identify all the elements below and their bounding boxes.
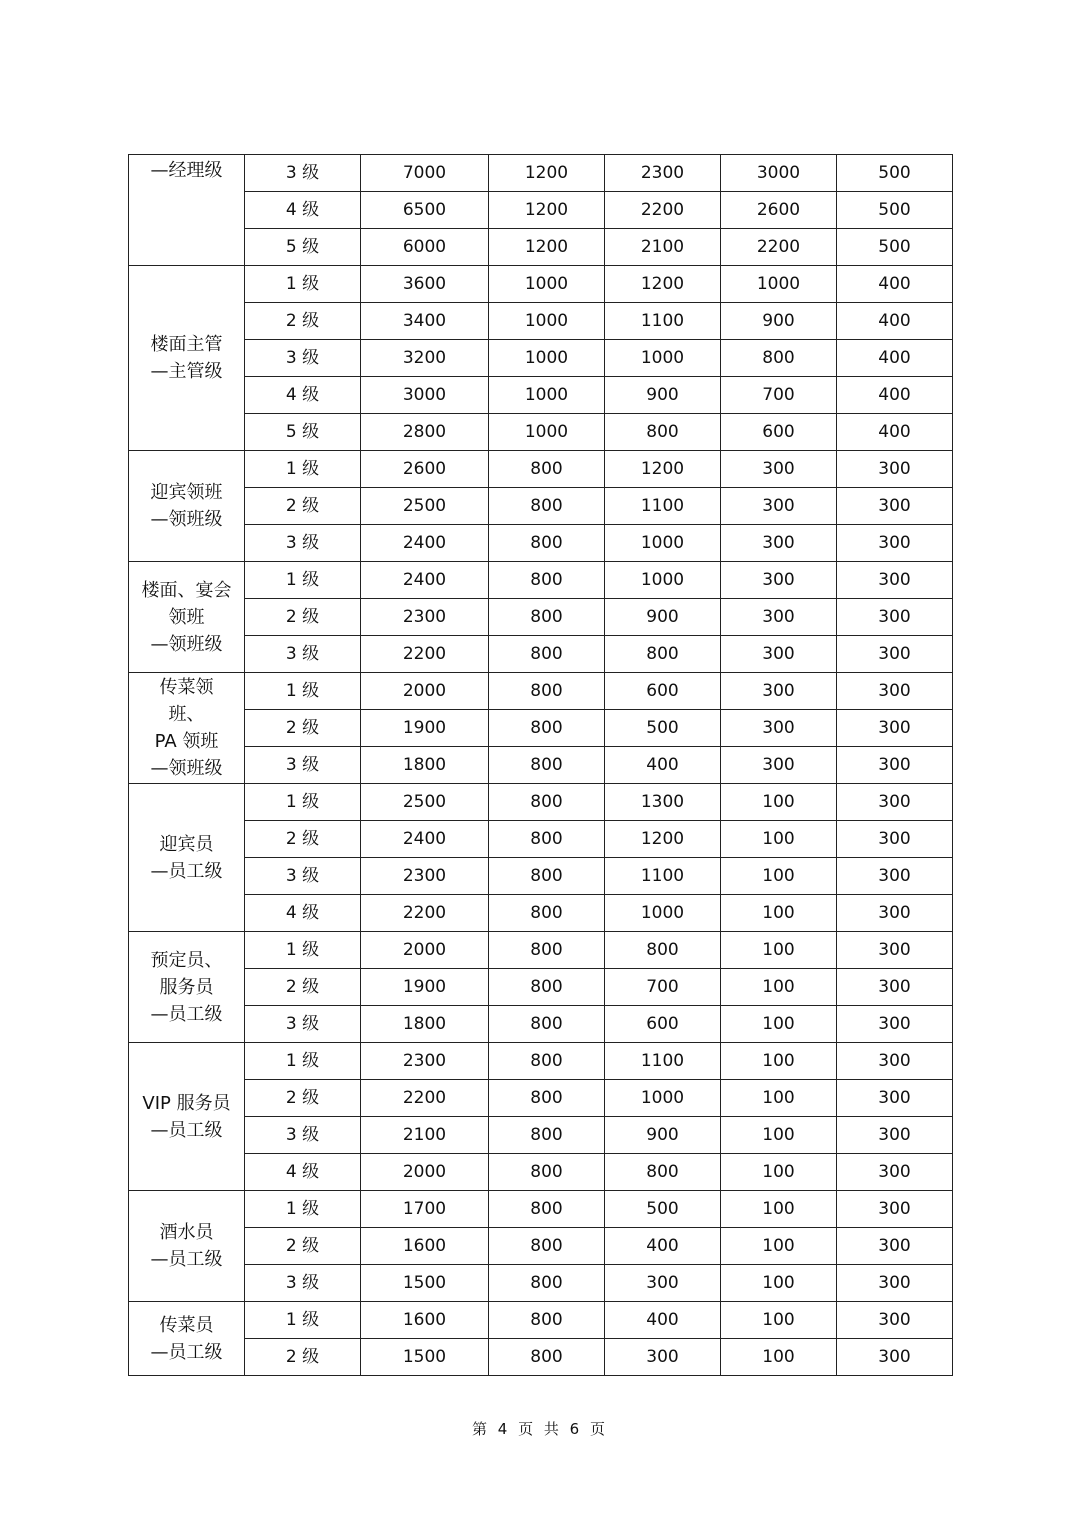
table-row xyxy=(129,1006,953,1043)
value-cell: 2800 xyxy=(361,414,489,451)
page-footer: 第 4 页 共 6 页 xyxy=(472,1420,608,1438)
value-cell: 1000 xyxy=(605,1080,721,1117)
value-cell: 1600 xyxy=(361,1302,489,1339)
value-cell: 2600 xyxy=(361,451,489,488)
value-cell: 1900 xyxy=(361,969,489,1006)
value-cell: 2300 xyxy=(361,599,489,636)
value-cell: 100 xyxy=(721,1006,837,1043)
value-cell: 100 xyxy=(721,1228,837,1265)
value-cell: 1300 xyxy=(605,784,721,821)
position-cell xyxy=(129,266,245,451)
position-name-line: 迎宾员 xyxy=(159,833,214,855)
value-cell: 300 xyxy=(837,488,953,525)
position-cell xyxy=(129,932,245,1043)
value-cell: 300 xyxy=(837,932,953,969)
value-cell: 400 xyxy=(837,266,953,303)
value-cell: 800 xyxy=(489,1228,605,1265)
value-cell: 800 xyxy=(489,747,605,784)
grade-cell: 3 级 xyxy=(245,155,361,192)
value-cell: 800 xyxy=(605,932,721,969)
grade-cell: 1 级 xyxy=(245,1191,361,1228)
position-cell xyxy=(129,451,245,562)
grade-cell: 2 级 xyxy=(245,1228,361,1265)
value-cell: 700 xyxy=(605,969,721,1006)
value-cell: 800 xyxy=(489,1191,605,1228)
value-cell: 800 xyxy=(489,1154,605,1191)
value-cell: 100 xyxy=(721,1339,837,1376)
value-cell: 800 xyxy=(605,636,721,673)
value-cell: 900 xyxy=(605,1117,721,1154)
value-cell: 800 xyxy=(489,1006,605,1043)
position-cell xyxy=(129,155,245,266)
position-name-line: 传菜员 xyxy=(159,1314,214,1336)
value-cell: 800 xyxy=(489,1043,605,1080)
value-cell: 800 xyxy=(721,340,837,377)
position-cell xyxy=(129,562,245,673)
value-cell: 1200 xyxy=(489,229,605,266)
table-row xyxy=(129,821,953,858)
value-cell: 800 xyxy=(605,414,721,451)
grade-cell: 1 级 xyxy=(245,1043,361,1080)
value-cell: 600 xyxy=(605,673,721,710)
value-cell: 100 xyxy=(721,1043,837,1080)
position-name-line: —员工级 xyxy=(150,1341,223,1363)
value-cell: 300 xyxy=(721,525,837,562)
value-cell: 600 xyxy=(721,414,837,451)
value-cell: 300 xyxy=(837,1339,953,1376)
value-cell: 1200 xyxy=(489,192,605,229)
table-row xyxy=(129,1154,953,1191)
grade-cell: 4 级 xyxy=(245,377,361,414)
position-name-line: 酒水员 xyxy=(159,1222,214,1243)
table-row xyxy=(129,747,953,784)
value-cell: 2500 xyxy=(361,784,489,821)
value-cell: 1100 xyxy=(605,858,721,895)
value-cell: 300 xyxy=(837,599,953,636)
position-cell xyxy=(129,1302,245,1376)
value-cell: 300 xyxy=(605,1265,721,1302)
value-cell: 400 xyxy=(605,747,721,784)
value-cell: 400 xyxy=(837,414,953,451)
value-cell: 400 xyxy=(837,340,953,377)
value-cell: 500 xyxy=(605,710,721,747)
value-cell: 300 xyxy=(721,673,837,710)
value-cell: 300 xyxy=(837,1265,953,1302)
table-row xyxy=(129,562,953,599)
value-cell: 400 xyxy=(837,377,953,414)
value-cell: 300 xyxy=(837,1117,953,1154)
grade-cell: 1 级 xyxy=(245,1302,361,1339)
table-row xyxy=(129,451,953,488)
value-cell: 500 xyxy=(837,192,953,229)
value-cell: 600 xyxy=(605,1006,721,1043)
table-row xyxy=(129,599,953,636)
value-cell: 900 xyxy=(605,377,721,414)
value-cell: 300 xyxy=(837,1302,953,1339)
value-cell: 400 xyxy=(605,1302,721,1339)
position-name-line: 领班 xyxy=(168,606,205,628)
value-cell: 800 xyxy=(489,636,605,673)
value-cell: 500 xyxy=(837,229,953,266)
value-cell: 1900 xyxy=(361,710,489,747)
value-cell: 2400 xyxy=(361,821,489,858)
table-body xyxy=(129,155,953,1376)
table-row xyxy=(129,303,953,340)
value-cell: 800 xyxy=(489,488,605,525)
value-cell: 1000 xyxy=(489,377,605,414)
value-cell: 800 xyxy=(489,1117,605,1154)
value-cell: 2300 xyxy=(605,155,721,192)
value-cell: 100 xyxy=(721,1191,837,1228)
position-name-line: —员工级 xyxy=(150,1249,223,1270)
table-row xyxy=(129,1302,953,1339)
position-name-line: —领班级 xyxy=(150,509,223,530)
grade-cell: 4 级 xyxy=(245,895,361,932)
value-cell: 3200 xyxy=(361,340,489,377)
position-name-line: 班、 xyxy=(168,704,205,725)
table-row xyxy=(129,377,953,414)
value-cell: 1000 xyxy=(489,340,605,377)
value-cell: 300 xyxy=(721,451,837,488)
value-cell: 800 xyxy=(489,710,605,747)
value-cell: 1200 xyxy=(605,266,721,303)
value-cell: 100 xyxy=(721,858,837,895)
value-cell: 100 xyxy=(721,821,837,858)
value-cell: 800 xyxy=(489,969,605,1006)
value-cell: 500 xyxy=(605,1191,721,1228)
value-cell: 1000 xyxy=(605,525,721,562)
grade-cell: 3 级 xyxy=(245,1006,361,1043)
value-cell: 300 xyxy=(837,636,953,673)
grade-cell: 1 级 xyxy=(245,451,361,488)
value-cell: 300 xyxy=(837,821,953,858)
value-cell: 3400 xyxy=(361,303,489,340)
value-cell: 100 xyxy=(721,1080,837,1117)
value-cell: 1000 xyxy=(605,895,721,932)
grade-cell: 5 级 xyxy=(245,414,361,451)
value-cell: 2500 xyxy=(361,488,489,525)
value-cell: 300 xyxy=(837,525,953,562)
grade-cell: 2 级 xyxy=(245,488,361,525)
value-cell: 1200 xyxy=(605,821,721,858)
value-cell: 1700 xyxy=(361,1191,489,1228)
value-cell: 300 xyxy=(837,451,953,488)
table-row xyxy=(129,340,953,377)
table-row xyxy=(129,858,953,895)
value-cell: 2400 xyxy=(361,525,489,562)
table-row xyxy=(129,1265,953,1302)
value-cell: 2100 xyxy=(361,1117,489,1154)
value-cell: 100 xyxy=(721,969,837,1006)
value-cell: 800 xyxy=(489,858,605,895)
value-cell: 1000 xyxy=(489,414,605,451)
value-cell: 300 xyxy=(837,784,953,821)
table-row xyxy=(129,1117,953,1154)
value-cell: 1500 xyxy=(361,1265,489,1302)
table-row xyxy=(129,673,953,710)
value-cell: 300 xyxy=(721,747,837,784)
table-row xyxy=(129,969,953,1006)
value-cell: 1000 xyxy=(489,303,605,340)
position-name-line: 预定员、 xyxy=(150,949,223,971)
value-cell: 100 xyxy=(721,1302,837,1339)
value-cell: 300 xyxy=(721,710,837,747)
value-cell: 300 xyxy=(837,1080,953,1117)
grade-cell: 4 级 xyxy=(245,192,361,229)
value-cell: 800 xyxy=(489,1339,605,1376)
value-cell: 800 xyxy=(489,525,605,562)
table-row xyxy=(129,266,953,303)
position-name-line: —领班级 xyxy=(150,633,223,655)
grade-cell: 2 级 xyxy=(245,969,361,1006)
value-cell: 1000 xyxy=(605,340,721,377)
table-row xyxy=(129,488,953,525)
value-cell: 800 xyxy=(489,599,605,636)
value-cell: 700 xyxy=(721,377,837,414)
value-cell: 3600 xyxy=(361,266,489,303)
value-cell: 300 xyxy=(837,1154,953,1191)
table-row xyxy=(129,636,953,673)
position-name-line: —领班级 xyxy=(150,758,223,779)
table-row xyxy=(129,895,953,932)
value-cell: 800 xyxy=(489,673,605,710)
value-cell: 400 xyxy=(605,1228,721,1265)
value-cell: 2000 xyxy=(361,673,489,710)
grade-cell: 1 级 xyxy=(245,932,361,969)
value-cell: 300 xyxy=(837,673,953,710)
value-cell: 300 xyxy=(837,1043,953,1080)
value-cell: 6000 xyxy=(361,229,489,266)
value-cell: 1500 xyxy=(361,1339,489,1376)
value-cell: 2000 xyxy=(361,1154,489,1191)
table-row xyxy=(129,414,953,451)
value-cell: 1100 xyxy=(605,488,721,525)
grade-cell: 4 级 xyxy=(245,1154,361,1191)
value-cell: 300 xyxy=(721,562,837,599)
grade-cell: 1 级 xyxy=(245,673,361,710)
grade-cell: 3 级 xyxy=(245,1265,361,1302)
position-name-line: VIP 服务员 xyxy=(142,1092,231,1114)
value-cell: 100 xyxy=(721,932,837,969)
position-name-line: —经理级 xyxy=(150,160,223,181)
value-cell: 300 xyxy=(837,747,953,784)
value-cell: 1100 xyxy=(605,303,721,340)
value-cell: 300 xyxy=(721,599,837,636)
position-name-line: PA 领班 xyxy=(154,731,219,752)
grade-cell: 1 级 xyxy=(245,562,361,599)
value-cell: 2300 xyxy=(361,1043,489,1080)
position-name-line: —员工级 xyxy=(150,1119,223,1141)
value-cell: 1000 xyxy=(605,562,721,599)
grade-cell: 1 级 xyxy=(245,266,361,303)
table-row xyxy=(129,784,953,821)
value-cell: 2200 xyxy=(361,1080,489,1117)
table-row xyxy=(129,192,953,229)
value-cell: 1100 xyxy=(605,1043,721,1080)
table-row xyxy=(129,1228,953,1265)
position-name-line: 楼面、宴会 xyxy=(141,579,232,601)
value-cell: 300 xyxy=(721,636,837,673)
value-cell: 2100 xyxy=(605,229,721,266)
value-cell: 1200 xyxy=(489,155,605,192)
value-cell: 2600 xyxy=(721,192,837,229)
value-cell: 2200 xyxy=(361,895,489,932)
value-cell: 300 xyxy=(837,895,953,932)
position-name-line: —主管级 xyxy=(150,361,223,382)
value-cell: 6500 xyxy=(361,192,489,229)
value-cell: 100 xyxy=(721,1154,837,1191)
grade-cell: 2 级 xyxy=(245,1339,361,1376)
value-cell: 800 xyxy=(489,1265,605,1302)
value-cell: 300 xyxy=(605,1339,721,1376)
value-cell: 800 xyxy=(489,1302,605,1339)
grade-cell: 1 级 xyxy=(245,784,361,821)
table-row xyxy=(129,710,953,747)
position-name-line: 服务员 xyxy=(159,976,214,998)
position-cell xyxy=(129,673,245,784)
value-cell: 100 xyxy=(721,1265,837,1302)
value-cell: 100 xyxy=(721,784,837,821)
value-cell: 900 xyxy=(721,303,837,340)
grade-cell: 3 级 xyxy=(245,525,361,562)
position-name-line: 楼面主管 xyxy=(150,334,223,355)
grade-cell: 2 级 xyxy=(245,821,361,858)
value-cell: 400 xyxy=(837,303,953,340)
table-row xyxy=(129,1339,953,1376)
value-cell: 1000 xyxy=(721,266,837,303)
value-cell: 2200 xyxy=(605,192,721,229)
value-cell: 300 xyxy=(837,1191,953,1228)
grade-cell: 3 级 xyxy=(245,636,361,673)
grade-cell: 2 级 xyxy=(245,1080,361,1117)
value-cell: 800 xyxy=(489,784,605,821)
grade-cell: 5 级 xyxy=(245,229,361,266)
grade-cell: 3 级 xyxy=(245,340,361,377)
value-cell: 800 xyxy=(489,451,605,488)
value-cell: 800 xyxy=(489,1080,605,1117)
position-cell xyxy=(129,1043,245,1191)
value-cell: 100 xyxy=(721,1117,837,1154)
value-cell: 900 xyxy=(605,599,721,636)
value-cell: 2200 xyxy=(721,229,837,266)
table-row xyxy=(129,155,953,192)
value-cell: 3000 xyxy=(361,377,489,414)
value-cell: 800 xyxy=(489,821,605,858)
grade-cell: 2 级 xyxy=(245,710,361,747)
value-cell: 3000 xyxy=(721,155,837,192)
value-cell: 800 xyxy=(605,1154,721,1191)
position-name-line: 传菜领 xyxy=(159,677,214,698)
value-cell: 100 xyxy=(721,895,837,932)
value-cell: 7000 xyxy=(361,155,489,192)
table-row xyxy=(129,229,953,266)
value-cell: 1800 xyxy=(361,747,489,784)
position-name-line: —员工级 xyxy=(150,860,223,882)
table-row xyxy=(129,1191,953,1228)
value-cell: 2000 xyxy=(361,932,489,969)
grade-cell: 3 级 xyxy=(245,858,361,895)
table-row xyxy=(129,932,953,969)
value-cell: 300 xyxy=(837,1006,953,1043)
value-cell: 2300 xyxy=(361,858,489,895)
value-cell: 300 xyxy=(837,710,953,747)
position-name-line: —员工级 xyxy=(150,1003,223,1025)
grade-cell: 2 级 xyxy=(245,599,361,636)
value-cell: 800 xyxy=(489,562,605,599)
table-row xyxy=(129,1043,953,1080)
grade-cell: 3 级 xyxy=(245,747,361,784)
grade-cell: 3 级 xyxy=(245,1117,361,1154)
value-cell: 300 xyxy=(837,1228,953,1265)
value-cell: 1200 xyxy=(605,451,721,488)
value-cell: 1000 xyxy=(489,266,605,303)
value-cell: 1600 xyxy=(361,1228,489,1265)
value-cell: 2400 xyxy=(361,562,489,599)
grade-cell: 2 级 xyxy=(245,303,361,340)
value-cell: 300 xyxy=(837,969,953,1006)
position-cell xyxy=(129,1191,245,1302)
value-cell: 300 xyxy=(837,858,953,895)
value-cell: 800 xyxy=(489,895,605,932)
value-cell: 300 xyxy=(721,488,837,525)
value-cell: 1800 xyxy=(361,1006,489,1043)
value-cell: 2200 xyxy=(361,636,489,673)
value-cell: 500 xyxy=(837,155,953,192)
position-cell xyxy=(129,784,245,932)
position-name-line: 迎宾领班 xyxy=(150,482,223,503)
value-cell: 800 xyxy=(489,932,605,969)
table-row xyxy=(129,1080,953,1117)
value-cell: 300 xyxy=(837,562,953,599)
table-row xyxy=(129,525,953,562)
salary-table xyxy=(128,154,953,1376)
